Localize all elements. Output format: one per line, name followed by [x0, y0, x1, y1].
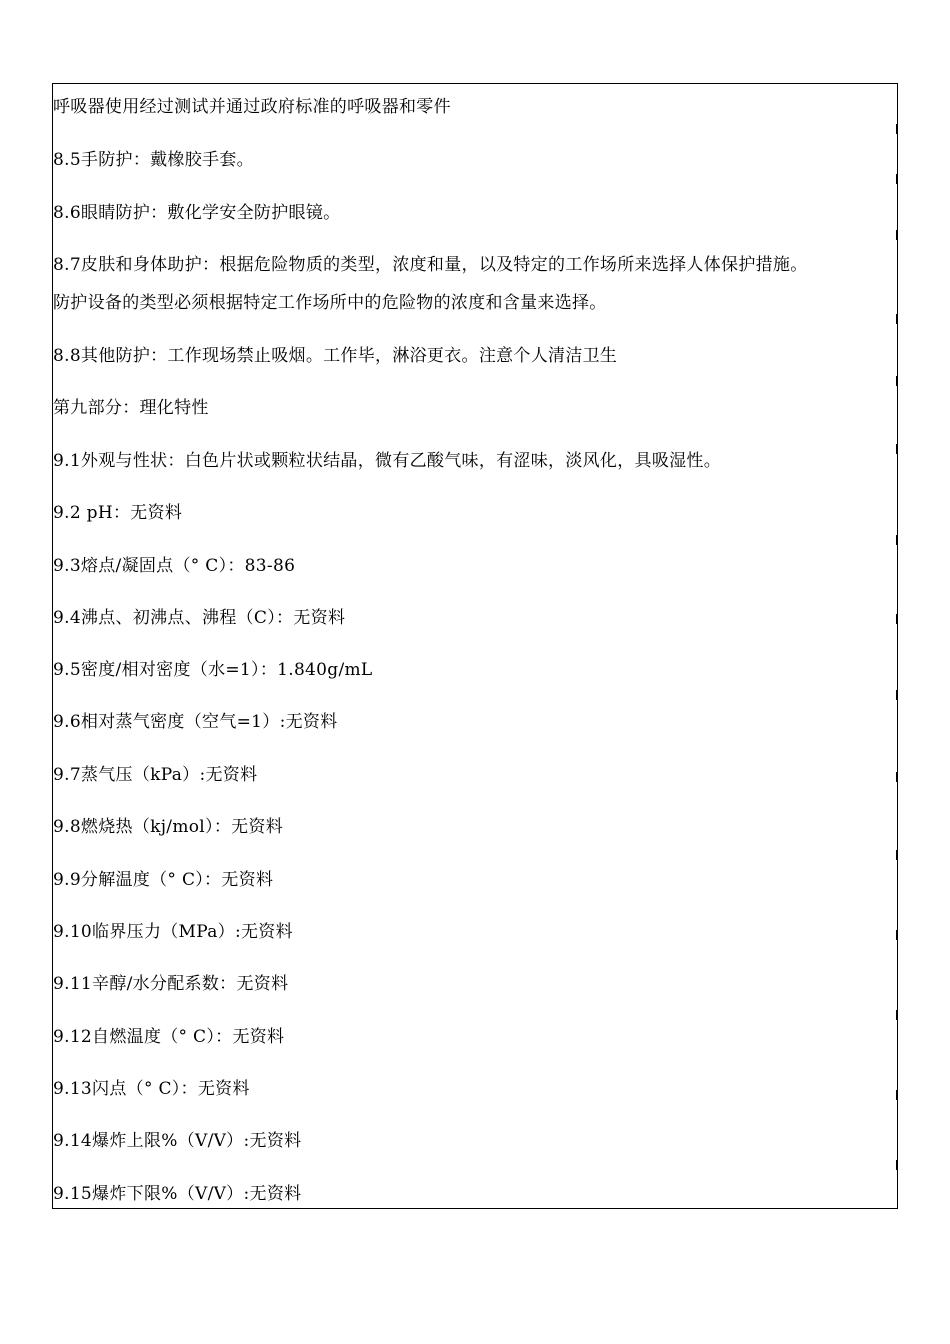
- text-line-9-4-boiling: 9.4沸点、初沸点、沸程（C）：无资料: [53, 608, 346, 628]
- text-line-9-15-lower-limit: 9.15爆炸下限%（V/V）:无资料: [53, 1184, 302, 1204]
- border-artifact: [896, 930, 898, 940]
- text-line-9-6-vapor-density: 9.6相对蒸气密度（空气=1）:无资料: [53, 712, 338, 732]
- border-artifact: [896, 614, 898, 624]
- text-line-8-7-continued: 防护设备的类型必须根据特定工作场所中的危险物的浓度和含量来选择。: [53, 293, 607, 313]
- text-line-9-11-partition: 9.11辛醇/水分配系数：无资料: [53, 974, 289, 994]
- text-line-9-5-density: 9.5密度/相对密度（水=1）：1.840g/mL: [53, 660, 373, 680]
- border-artifact: [896, 690, 898, 700]
- border-artifact: [896, 174, 898, 184]
- border-artifact: [896, 1160, 898, 1170]
- border-artifact: [896, 124, 898, 134]
- text-line-8-5-hand: 8.5手防护：戴橡胶手套。: [53, 150, 254, 170]
- section-heading-part-9: 第九部分：理化特性: [53, 398, 209, 418]
- border-artifact: [896, 230, 898, 240]
- text-line-9-14-upper-limit: 9.14爆炸上限%（V/V）:无资料: [53, 1131, 302, 1151]
- text-line-8-8-other: 8.8其他防护：工作现场禁止吸烟。工作毕，淋浴更衣。注意个人清洁卫生: [53, 346, 618, 366]
- text-line-9-8-combustion: 9.8燃烧热（kj/mol）：无资料: [53, 817, 284, 837]
- text-line-9-3-melting: 9.3熔点/凝固点（° C）：83-86: [53, 556, 296, 576]
- border-artifact: [896, 376, 898, 386]
- text-line-9-1-appearance: 9.1外观与性状：白色片状或颗粒状结晶，微有乙酸气味，有涩味，淡风化，具吸湿性。: [53, 451, 722, 471]
- border-artifact: [896, 1090, 898, 1100]
- text-line-respirator: 呼吸器使用经过测试并通过政府标准的呼吸器和零件: [53, 97, 451, 117]
- text-line-9-7-vapor-pressure: 9.7蒸气压（kPa）:无资料: [53, 765, 258, 785]
- text-line-9-9-decomposition: 9.9分解温度（° C）：无资料: [53, 870, 274, 890]
- text-line-9-12-autoignition: 9.12自燃温度（° C）：无资料: [53, 1027, 285, 1047]
- text-line-8-6-eye: 8.6眼睛防护：敷化学安全防护眼镜。: [53, 203, 341, 223]
- border-artifact: [896, 1010, 898, 1020]
- text-line-9-10-critical: 9.10临界压力（MPa）:无资料: [53, 922, 293, 942]
- text-line-9-2-ph: 9.2 pH：无资料: [53, 503, 183, 523]
- border-artifact: [896, 444, 898, 454]
- border-artifact: [896, 314, 898, 324]
- border-artifact: [896, 772, 898, 782]
- text-line-8-7-skin: 8.7皮肤和身体助护：根据危险物质的类型，浓度和量，以及特定的工作场所来选择人体保护措施。: [53, 255, 808, 275]
- text-line-9-13-flash: 9.13闪点（° C）：无资料: [53, 1079, 250, 1099]
- border-artifact: [896, 850, 898, 860]
- border-artifact: [896, 535, 898, 545]
